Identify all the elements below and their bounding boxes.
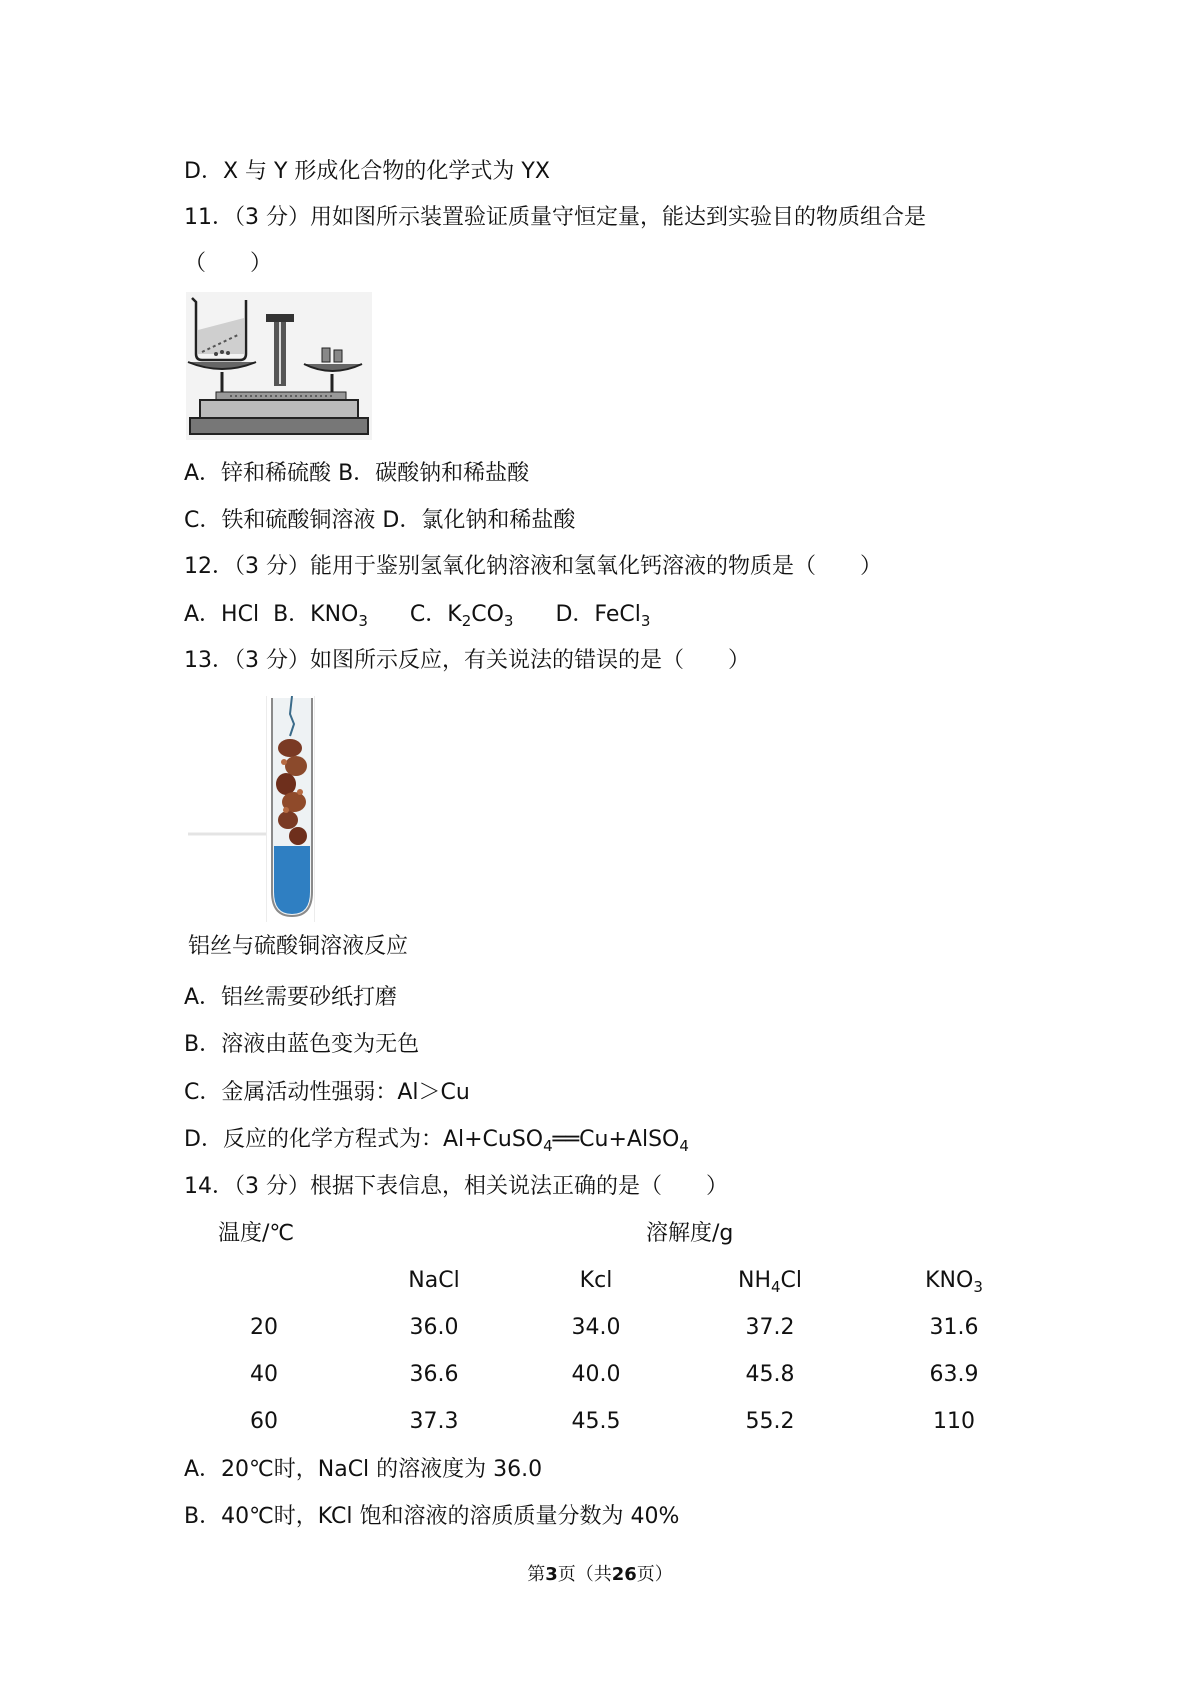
q13-stem: 13．（3 分）如图所示反应，有关说法的错误的是（ ） bbox=[184, 648, 750, 673]
q11-option-c bbox=[184, 506, 575, 536]
table-cell: 31.6 bbox=[929, 1315, 979, 1340]
q12-option-a: A．HCl bbox=[184, 602, 260, 627]
q13-option-c: C．金属活动性强弱：Al＞Cu bbox=[184, 1080, 470, 1105]
q13-option-d: D．反应的化学方程式为：Al+CuSO$_4$══Cu+AlSO$_4$ bbox=[184, 1127, 689, 1155]
q13-option-a: A．铝丝需要砂纸打磨 bbox=[184, 985, 398, 1010]
q12-option-c: C．$K_2CO_3$ bbox=[409, 602, 514, 630]
table-cell: 55.2 bbox=[745, 1409, 795, 1434]
q14-stem: 14．（3 分）根据下表信息，相关说法正确的是（ ） bbox=[184, 1174, 728, 1199]
q14-option-b: B．40℃时，KCl 饱和溶液的溶质质量分数为 40% bbox=[184, 1504, 680, 1529]
table-row-temp: 20 bbox=[250, 1315, 278, 1340]
q11-option-b-text: B．碳酸钠和稀盐酸 bbox=[338, 461, 530, 486]
q11-answer-blank: （ ） bbox=[184, 251, 273, 276]
q11-option-c-text: C．铁和硫酸铜溶液 bbox=[184, 508, 376, 533]
page-number: 3 bbox=[545, 1564, 558, 1585]
table-cell: 36.0 bbox=[409, 1315, 459, 1340]
q12-options bbox=[184, 600, 650, 630]
table-row-temp: 40 bbox=[250, 1362, 278, 1387]
q14-option-a: A．20℃时，NaCl 的溶液度为 36.0 bbox=[184, 1457, 543, 1482]
q10-option-d: D．X 与 Y 形成化合物的化学式为 YX bbox=[184, 159, 550, 184]
table-row-temp: 60 bbox=[250, 1409, 278, 1434]
q11-option-a bbox=[184, 459, 529, 489]
table-cell: 40.0 bbox=[571, 1362, 621, 1387]
table-cell: 37.3 bbox=[409, 1409, 459, 1434]
table-header-solubility: 溶解度/g bbox=[646, 1221, 734, 1246]
q13-option-b: B．溶液由蓝色变为无色 bbox=[184, 1032, 420, 1057]
q11-option-a-text: A．锌和稀硫酸 bbox=[184, 461, 332, 486]
balance-figure bbox=[186, 292, 372, 440]
q11-option-d-text: D．氯化钠和稀盐酸 bbox=[382, 508, 576, 533]
table-cell: 34.0 bbox=[571, 1315, 621, 1340]
q12-option-b: B．$KNO_3$ bbox=[273, 602, 368, 630]
test-tube-figure bbox=[186, 696, 326, 922]
table-cell: 37.2 bbox=[745, 1315, 795, 1340]
table-cell: 36.6 bbox=[409, 1362, 459, 1387]
table-header-temperature: 温度/℃ bbox=[218, 1221, 295, 1246]
page-total: 26 bbox=[611, 1564, 637, 1585]
q12-stem: 12．（3 分）能用于鉴别氢氧化钠溶液和氢氧化钙溶液的物质是（ ） bbox=[184, 554, 882, 579]
page-footer: 第3页（共26页） bbox=[527, 1564, 673, 1585]
table-col-kno3: $KNO_3$ bbox=[925, 1268, 983, 1296]
table-cell: 45.8 bbox=[745, 1362, 795, 1387]
table-col-kcl: Kcl bbox=[579, 1268, 613, 1293]
table-cell: 45.5 bbox=[571, 1409, 621, 1434]
q12-option-d: D．FeCl$_3$ bbox=[555, 602, 651, 630]
q13-figure-caption: 铝丝与硫酸铜溶液反应 bbox=[188, 934, 409, 959]
table-cell: 110 bbox=[933, 1409, 975, 1434]
table-col-nh4cl: $NH_4Cl$ bbox=[737, 1268, 803, 1296]
table-col-nacl: NaCl bbox=[408, 1268, 460, 1293]
table-cell: 63.9 bbox=[929, 1362, 979, 1387]
q11-stem: 11．（3 分）用如图所示装置验证质量守恒定量，能达到实验目的物质组合是 bbox=[184, 205, 926, 230]
